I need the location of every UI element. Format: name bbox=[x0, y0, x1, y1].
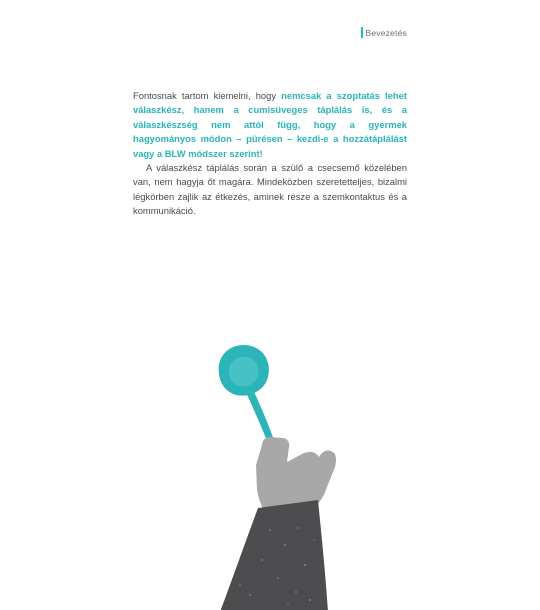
paragraph-2: A válaszkész táplálás során a szülő a csecsemő közelében van, nem hagyja őt magára. Mindeközben szeretetteljes, bizalmi légkörben zajlik az étkezés, aminek része a szemkontaktus és a kommunikáció. bbox=[133, 162, 407, 217]
paragraph-1-intro: Fontosnak tartom kiemelni, hogy bbox=[133, 90, 282, 101]
sleeve bbox=[220, 500, 328, 610]
section-title: Bevezetés bbox=[365, 27, 407, 38]
paragraph-1-highlight: nemcsak a szoptatás lehet válaszkész, hanem a cumisüveges táplálás is, és a válaszkészség nem attól függ, hogy a gyermek hagyományos módon – pürésen – kezdi-e a hozzátáplálást vagy a BLW módszer szerint! bbox=[133, 90, 407, 159]
